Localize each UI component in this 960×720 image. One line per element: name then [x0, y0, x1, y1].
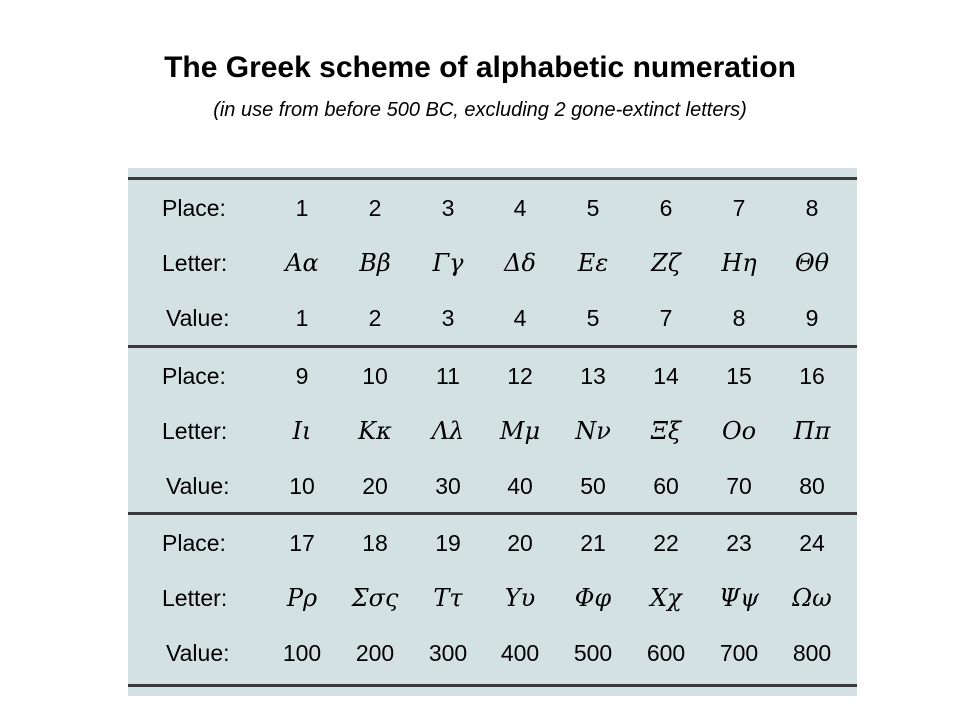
place-cell: 8	[805, 195, 819, 221]
table-divider-rule	[128, 345, 857, 348]
value-cell: 8	[732, 305, 746, 331]
letter-cell: Μμ	[499, 417, 541, 445]
table-top-rule	[128, 177, 857, 180]
place-cell: 19	[435, 530, 461, 556]
letter-row-label: Letter:	[162, 418, 228, 444]
place-cell: 14	[653, 363, 679, 389]
place-cell: 15	[726, 363, 752, 389]
value-cell: 500	[573, 640, 613, 666]
letter-cell: Ψψ	[719, 584, 759, 612]
letter-row	[128, 411, 857, 451]
letter-cell: Ωω	[792, 584, 832, 612]
letter-row-label: Letter:	[162, 250, 228, 276]
value-cell: 70	[726, 473, 752, 499]
value-row-label: Value:	[166, 305, 230, 331]
place-row-label: Place:	[162, 363, 226, 389]
letter-cell: Ηη	[721, 249, 757, 277]
letter-row-label: Letter:	[162, 585, 228, 611]
value-row	[128, 633, 857, 673]
letter-cell: Ιι	[292, 417, 312, 445]
letter-cell: Ρρ	[286, 584, 318, 612]
place-cell: 2	[368, 195, 382, 221]
value-cell: 700	[719, 640, 759, 666]
letter-cell: Ττ	[433, 584, 463, 612]
place-cell: 16	[799, 363, 825, 389]
letter-cell: Δδ	[504, 249, 536, 277]
numeration-table	[128, 168, 857, 696]
letter-cell: Νν	[575, 417, 611, 445]
place-cell: 24	[799, 530, 825, 556]
place-cell: 10	[362, 363, 388, 389]
value-cell: 600	[646, 640, 686, 666]
letter-cell: Αα	[285, 249, 319, 277]
page-subtitle: (in use from before 500 BC, excluding 2 gone-extinct letters)	[213, 99, 747, 121]
place-cell: 13	[580, 363, 606, 389]
value-cell: 9	[805, 305, 819, 331]
place-cell: 17	[289, 530, 315, 556]
place-cell: 9	[295, 363, 309, 389]
table-bottom-rule	[128, 684, 857, 687]
letter-row	[128, 243, 857, 283]
letter-cell: Θθ	[794, 249, 830, 277]
letter-cell: Υυ	[504, 584, 536, 612]
place-cell: 22	[653, 530, 679, 556]
value-cell: 30	[435, 473, 461, 499]
place-cell: 23	[726, 530, 752, 556]
letter-cell: Κκ	[358, 417, 392, 445]
letter-cell: Ξξ	[650, 417, 682, 445]
value-cell: 2	[368, 305, 382, 331]
letter-cell: Ββ	[359, 249, 391, 277]
value-cell: 80	[799, 473, 825, 499]
value-cell: 400	[500, 640, 540, 666]
value-cell: 7	[659, 305, 673, 331]
table-divider-rule	[128, 512, 857, 515]
letter-cell: Εε	[577, 249, 609, 277]
letter-cell: Λλ	[431, 417, 465, 445]
place-row	[128, 356, 857, 396]
place-cell: 6	[659, 195, 673, 221]
letter-cell: Γγ	[432, 249, 464, 277]
letter-row	[128, 578, 857, 618]
letter-cell: Ππ	[793, 417, 831, 445]
letter-cell: Χχ	[650, 584, 682, 612]
value-row-label: Value:	[166, 473, 230, 499]
value-row	[128, 298, 857, 338]
value-cell: 5	[586, 305, 600, 331]
place-cell: 20	[507, 530, 533, 556]
place-cell: 3	[441, 195, 455, 221]
value-cell: 50	[580, 473, 606, 499]
value-row-label: Value:	[166, 640, 230, 666]
value-cell: 20	[362, 473, 388, 499]
page-title: The Greek scheme of alphabetic numeration	[164, 51, 796, 84]
value-cell: 300	[428, 640, 468, 666]
letter-cell: Φφ	[574, 584, 612, 612]
letter-cell: Οο	[721, 417, 757, 445]
place-row-label: Place:	[162, 195, 226, 221]
value-cell: 10	[289, 473, 315, 499]
place-cell: 5	[586, 195, 600, 221]
value-cell: 1	[295, 305, 309, 331]
value-cell: 800	[792, 640, 832, 666]
place-cell: 1	[295, 195, 309, 221]
place-row-label: Place:	[162, 530, 226, 556]
place-cell: 4	[513, 195, 527, 221]
place-cell: 11	[436, 363, 460, 389]
place-cell: 12	[507, 363, 533, 389]
value-cell: 100	[282, 640, 322, 666]
value-cell: 40	[507, 473, 533, 499]
place-cell: 21	[580, 530, 606, 556]
value-row	[128, 466, 857, 506]
letter-cell: Σσς	[351, 584, 399, 612]
letter-cell: Ζζ	[651, 249, 681, 277]
value-cell: 4	[513, 305, 527, 331]
value-cell: 3	[441, 305, 455, 331]
place-row	[128, 523, 857, 563]
place-row	[128, 188, 857, 228]
value-cell: 200	[355, 640, 395, 666]
place-cell: 18	[362, 530, 388, 556]
place-cell: 7	[732, 195, 746, 221]
value-cell: 60	[653, 473, 679, 499]
